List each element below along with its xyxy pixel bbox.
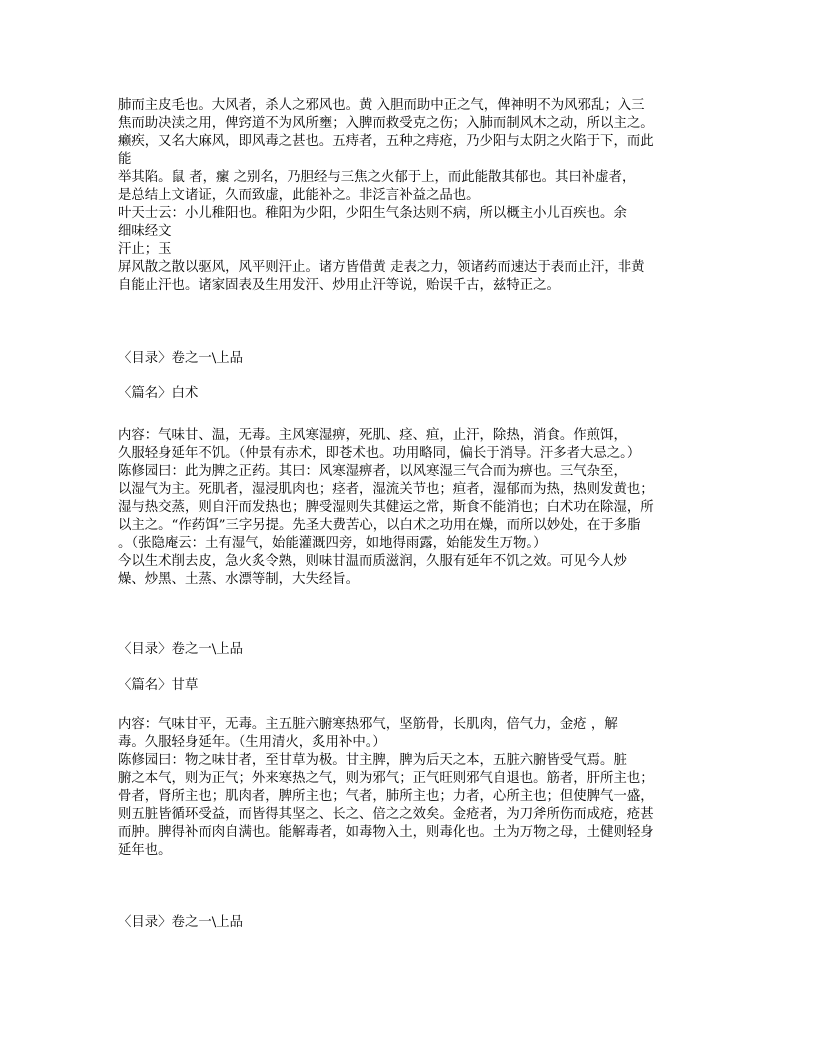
text-line: 叶天士云：小儿稚阳也。稚阳为少阳，少阳生气条达则不病，所以概主小儿百疾也。余: [118, 206, 627, 221]
text-line: 肺而主皮毛也。大风者，杀人之邪风也。黄 入胆而助中正之气，俾神明不为风邪乱；入三: [118, 98, 645, 113]
text-line: 今以生术削去皮，急火炙令熟，则味甘温而质滋润，久服有延年不饥之效。可见今人炒: [118, 554, 627, 569]
text-line: 。（张隐庵云：土有湿气，始能灌溉四旁，如地得雨露，始能发生万物。）: [118, 536, 547, 551]
text-line: 是总结上文诸证，久而致虚，此能补之。非泛言补益之品也。: [118, 188, 480, 203]
text-line: 举其陷。鼠 者，瘰 之别名，乃胆经与三焦之火郁于上，而此能散其郁也。其曰补虚者，: [118, 170, 636, 185]
text-line: 延年也。: [118, 843, 172, 858]
text-line: 以主之。“作药饵”三字另提。先圣大费苦心，以白术之功用在燥，而所以妙处，在于多脂: [118, 518, 641, 533]
text-line: 内容：气味甘、温，无毒。主风寒湿痹，死肌、痉、疸，止汗，除热，消食。作煎饵，: [118, 428, 627, 443]
text-line: 自能止汗也。诸家固表及生用发汗、炒用止汗等说，贻误千古，兹特正之。: [118, 278, 560, 293]
text-line: 燥、炒黑、土蒸、水漂等制，大失经旨。: [118, 572, 360, 587]
text-line-wrap: 能: [118, 152, 132, 167]
chapter-title: 〈篇名〉甘草: [118, 678, 199, 693]
text-line: 焦而助决渎之用，俾窍道不为风所壅；入脾而救受克之伤；入肺而制风木之动，所以主之。: [118, 116, 654, 131]
text-line: 陈修园曰：此为脾之正药。其曰：风寒湿痹者，以风寒湿三气合而为痹也。三气杂至，: [118, 464, 627, 479]
chapter-title: 〈篇名〉白术: [118, 386, 199, 401]
text-line: 细味经文: [118, 224, 172, 239]
text-line: 湿与热交蒸，则自汗而发热也；脾受湿则失其健运之常，斯食不能消也；白术功在除湿，所: [118, 500, 654, 515]
catalog-heading: 〈目录〉卷之一\上品: [118, 915, 244, 930]
catalog-heading: 〈目录〉卷之一\上品: [118, 642, 244, 657]
text-line: 内容：气味甘平，无毒。主五脏六腑寒热邪气，坚筋骨，长肌肉，倍气力，金疮 ，解: [118, 717, 618, 732]
text-line: 屏风散之散以驱风，风平则汗止。诸方皆借黄 走表之力，领诸药而速达于表而止汗，非黄: [118, 260, 645, 275]
text-line: 腑之本气，则为正气；外来寒热之气，则为邪气；正气旺则邪气自退也。筋者，肝所主也；: [118, 771, 654, 786]
text-line: 毒。久服轻身延年。（生用清火，炙用补中。）: [118, 735, 386, 750]
text-line: 而肿。脾得补而肉自满也。能解毒者，如毒物入土，则毒化也。土为万物之母，土健则轻身: [118, 825, 654, 840]
text-line: 汗止；玉: [118, 242, 172, 257]
text-line: 陈修园曰：物之味甘者，至甘草为极。甘主脾，脾为后天之本，五脏六腑皆受气焉。脏: [118, 753, 627, 768]
text-line: 以湿气为主。死肌者，湿浸肌肉也；痉者，湿流关节也；疸者，湿郁而为热，热则发黄也；: [118, 482, 654, 497]
text-line: 则五脏皆循环受益，而皆得其坚之、长之、倍之之效矣。金疮者，为刀斧所伤而成疮，疮甚: [118, 807, 654, 822]
text-line: 骨者，肾所主也；肌肉者，脾所主也；气者，肺所主也；力者，心所主也；但使脾气一盛，: [118, 789, 654, 804]
text-line: 久服轻身延年不饥。（仲景有赤术，即苍术也。功用略同，偏长于消导。汗多者大忌之。）: [118, 446, 641, 461]
catalog-heading: 〈目录〉卷之一\上品: [118, 351, 244, 366]
text-line: 癞疾，又名大麻风，即风毒之甚也。五痔者，五种之痔疮，乃少阳与太阴之火陷于下，而此: [118, 134, 654, 149]
